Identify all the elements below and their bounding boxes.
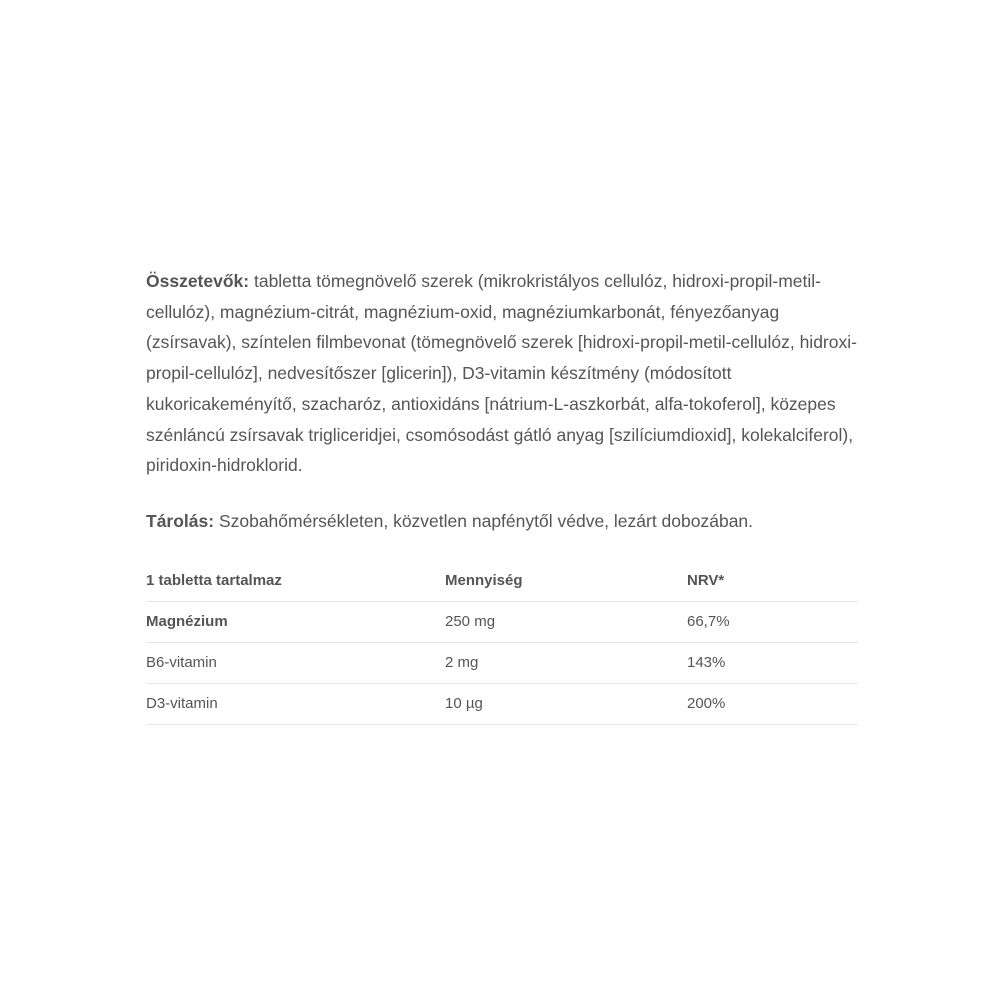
storage-text: Szobahőmérsékleten, közvetlen napfénytől védve, lezárt dobozában. (214, 510, 754, 531)
row-name: D3-vitamin (146, 683, 445, 724)
table-header-row (146, 563, 858, 602)
table-row (146, 642, 858, 683)
header-content: 1 tabletta tartalmaz (146, 563, 445, 602)
storage-label: Tárolás: (146, 510, 215, 531)
row-nrv: 66,7% (687, 601, 858, 642)
header-nrv: NRV* (687, 563, 858, 602)
row-name: B6-vitamin (146, 642, 445, 683)
header-amount: Mennyiség (445, 563, 687, 602)
storage-paragraph (146, 506, 858, 537)
row-amount: 250 mg (445, 601, 687, 642)
ingredients-paragraph (146, 266, 858, 481)
table-row (146, 601, 858, 642)
table-row (146, 683, 858, 724)
ingredients-text: tabletta tömegnövelő szerek (mikrokristályos cellulóz, hidroxi-propil-metil-cellulóz), magnézium-citrát, magnézium-oxid, magnéziumkarbonát, fényezőanyag (zsírsavak), színtelen filmbevonat (tömegnövelő szerek [hidroxi-propil-metil-cellulóz, hidroxi-propil-cellulóz], nedvesítőszer [glicerin]), D3-vitamin készítmény (módosított kukoricakeményítő, szacharóz, antioxidáns [nátrium-L-aszkorbát, alfa-tokoferol], közepes szénláncú zsírsavak trigliceridjei, csomósodást gátló anyag [szilíciumdioxid], kolekalciferol), piridoxin-hidroklorid. (146, 271, 857, 476)
row-name: Magnézium (146, 601, 445, 642)
nutrition-table (146, 563, 858, 725)
ingredients-label: Összetevők: (146, 271, 250, 291)
row-amount: 2 mg (445, 642, 687, 683)
row-nrv: 143% (687, 642, 858, 683)
product-details (146, 266, 858, 725)
row-amount: 10 µg (445, 683, 687, 724)
row-nrv: 200% (687, 683, 858, 724)
